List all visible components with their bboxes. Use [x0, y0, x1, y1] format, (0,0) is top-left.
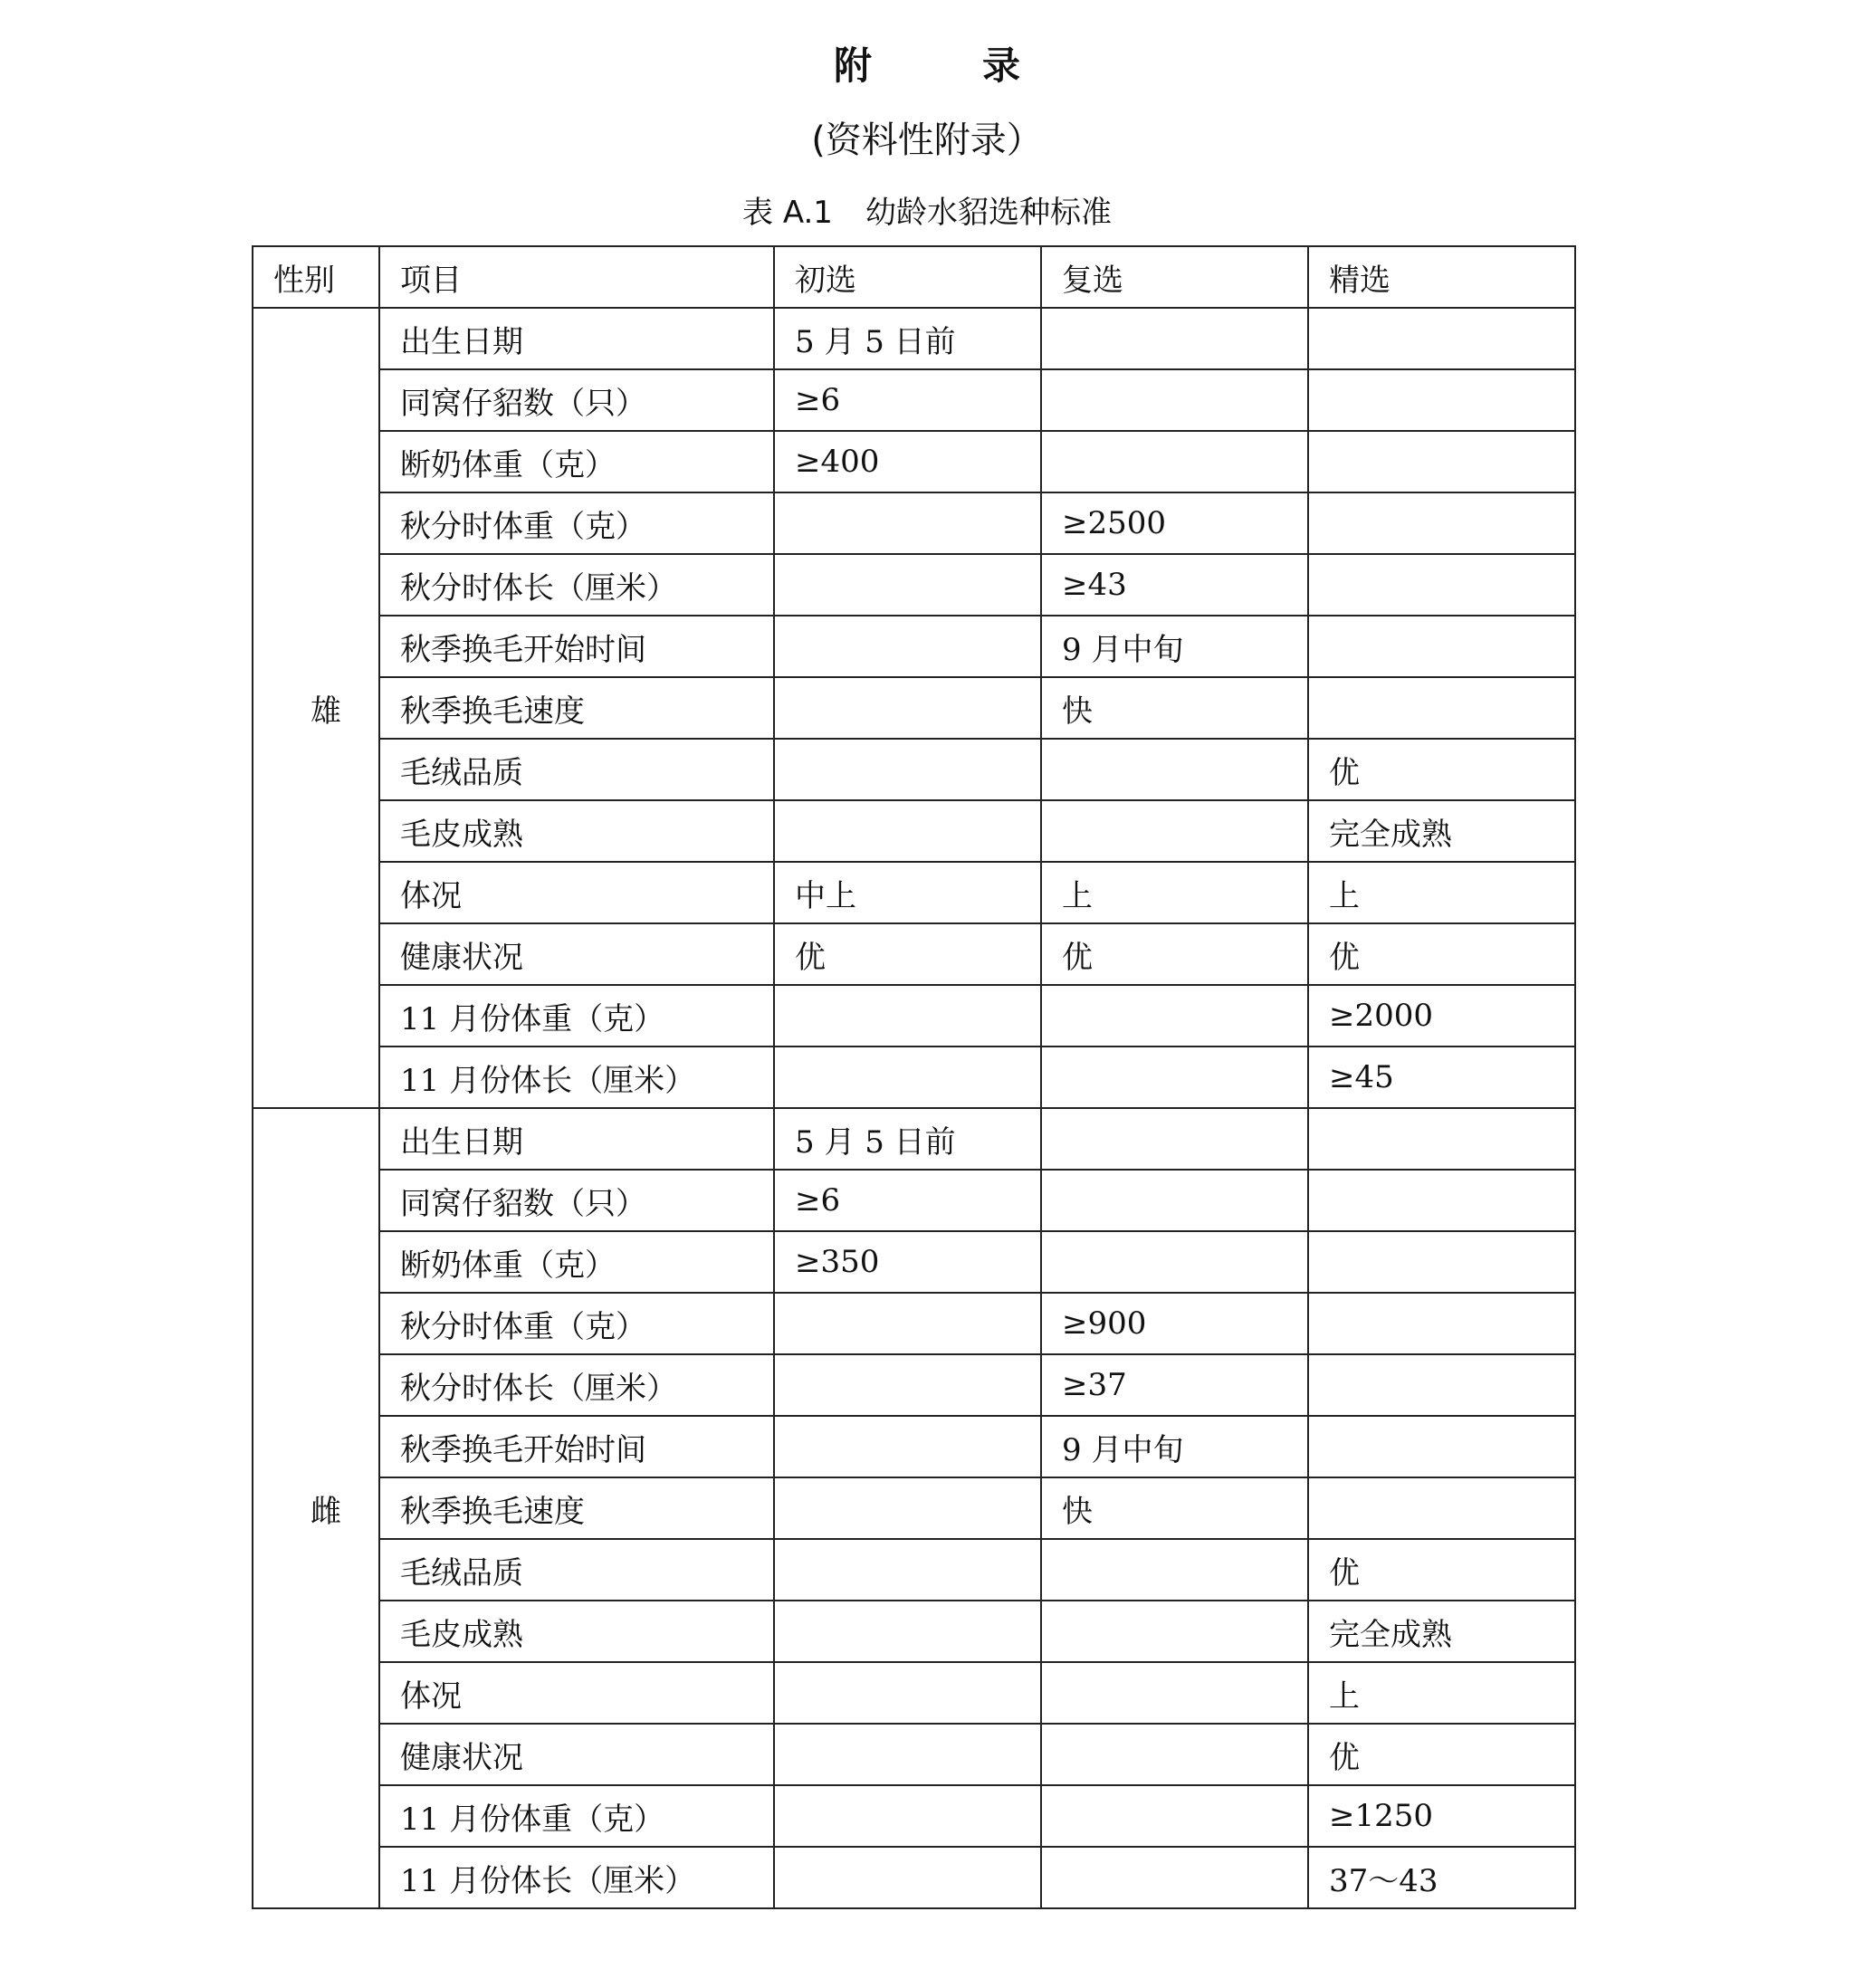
final-selection-cell: 优 — [1308, 1539, 1575, 1601]
second-selection-cell — [1041, 369, 1308, 431]
initial-selection-cell: 优 — [774, 923, 1041, 985]
second-selection-cell: 9 月中旬 — [1041, 1416, 1308, 1477]
initial-selection-cell — [774, 554, 1041, 616]
table-row — [253, 1416, 1575, 1477]
final-selection-cell — [1308, 1293, 1575, 1354]
final-selection-cell — [1308, 369, 1575, 431]
table-row — [253, 1354, 1575, 1416]
second-selection-cell: 优 — [1041, 923, 1308, 985]
item-cell: 断奶体重（克） — [379, 431, 774, 492]
initial-selection-cell: ≥6 — [774, 1170, 1041, 1231]
header-second: 复选 — [1041, 246, 1308, 308]
item-cell: 体况 — [379, 862, 774, 923]
item-cell: 11 月份体长（厘米） — [379, 1047, 774, 1108]
initial-selection-cell — [774, 1601, 1041, 1662]
final-selection-cell: 上 — [1308, 862, 1575, 923]
item-cell: 体况 — [379, 1662, 774, 1724]
item-cell: 毛绒品质 — [379, 1539, 774, 1601]
table-row — [253, 492, 1575, 554]
table-row — [253, 739, 1575, 800]
final-selection-cell — [1308, 1231, 1575, 1293]
item-cell: 秋分时体重（克） — [379, 492, 774, 554]
initial-selection-cell — [774, 616, 1041, 677]
table-row — [253, 616, 1575, 677]
table-row — [253, 862, 1575, 923]
table-row — [253, 1170, 1575, 1231]
item-cell: 秋季换毛开始时间 — [379, 1416, 774, 1477]
item-cell: 秋分时体长（厘米） — [379, 554, 774, 616]
initial-selection-cell — [774, 492, 1041, 554]
table-row — [253, 1047, 1575, 1108]
final-selection-cell — [1308, 677, 1575, 739]
initial-selection-cell: 中上 — [774, 862, 1041, 923]
second-selection-cell — [1041, 1662, 1308, 1724]
initial-selection-cell — [774, 1354, 1041, 1416]
item-cell: 秋季换毛速度 — [379, 677, 774, 739]
selection-standard-table — [252, 245, 1576, 1909]
header-final: 精选 — [1308, 246, 1575, 308]
item-cell: 11 月份体长（厘米） — [379, 1847, 774, 1908]
table-row — [253, 1293, 1575, 1354]
initial-selection-cell: 5 月 5 日前 — [774, 1108, 1041, 1170]
initial-selection-cell: ≥6 — [774, 369, 1041, 431]
initial-selection-cell — [774, 1785, 1041, 1847]
second-selection-cell: 快 — [1041, 677, 1308, 739]
table-row — [253, 1724, 1575, 1785]
header-item: 项目 — [379, 246, 774, 308]
initial-selection-cell: ≥350 — [774, 1231, 1041, 1293]
initial-selection-cell — [774, 800, 1041, 862]
header-sex: 性别 — [253, 246, 379, 308]
sex-cell: 雄 — [253, 308, 379, 1108]
initial-selection-cell — [774, 1539, 1041, 1601]
final-selection-cell — [1308, 554, 1575, 616]
final-selection-cell — [1308, 308, 1575, 369]
initial-selection-cell: ≥400 — [774, 431, 1041, 492]
table-body — [253, 246, 1575, 1908]
final-selection-cell: 完全成熟 — [1308, 800, 1575, 862]
initial-selection-cell — [774, 1477, 1041, 1539]
item-cell: 秋分时体长（厘米） — [379, 1354, 774, 1416]
table-number: 表 A.1 — [742, 195, 833, 231]
second-selection-cell: ≥43 — [1041, 554, 1308, 616]
table-row — [253, 1785, 1575, 1847]
item-cell: 出生日期 — [379, 1108, 774, 1170]
second-selection-cell — [1041, 1231, 1308, 1293]
final-selection-cell: 上 — [1308, 1662, 1575, 1724]
final-selection-cell — [1308, 1354, 1575, 1416]
appendix-title: 附 录 — [833, 43, 1056, 88]
table-row — [253, 369, 1575, 431]
item-cell: 11 月份体重（克） — [379, 985, 774, 1047]
initial-selection-cell — [774, 985, 1041, 1047]
second-selection-cell: 上 — [1041, 862, 1308, 923]
final-selection-cell: 优 — [1308, 1724, 1575, 1785]
second-selection-cell — [1041, 1539, 1308, 1601]
second-selection-cell — [1041, 1047, 1308, 1108]
item-cell: 毛皮成熟 — [379, 1601, 774, 1662]
item-cell: 毛绒品质 — [379, 739, 774, 800]
table-caption — [0, 187, 1854, 232]
item-cell: 同窝仔貂数（只） — [379, 369, 774, 431]
table-row — [253, 985, 1575, 1047]
table-title: 幼龄水貂选种标准 — [865, 195, 1112, 231]
sex-cell: 雌 — [253, 1108, 379, 1908]
table-row — [253, 800, 1575, 862]
final-selection-cell — [1308, 1416, 1575, 1477]
final-selection-cell: 37～43 — [1308, 1847, 1575, 1908]
final-selection-cell — [1308, 431, 1575, 492]
second-selection-cell: ≥2500 — [1041, 492, 1308, 554]
final-selection-cell: ≥45 — [1308, 1047, 1575, 1108]
final-selection-cell: 优 — [1308, 739, 1575, 800]
second-selection-cell — [1041, 1601, 1308, 1662]
second-selection-cell — [1041, 1108, 1308, 1170]
initial-selection-cell — [774, 1724, 1041, 1785]
final-selection-cell — [1308, 1170, 1575, 1231]
second-selection-cell: ≥900 — [1041, 1293, 1308, 1354]
table-row — [253, 554, 1575, 616]
second-selection-cell: 9 月中旬 — [1041, 616, 1308, 677]
initial-selection-cell — [774, 1047, 1041, 1108]
second-selection-cell — [1041, 1785, 1308, 1847]
second-selection-cell — [1041, 431, 1308, 492]
second-selection-cell — [1041, 1170, 1308, 1231]
second-selection-cell — [1041, 1724, 1308, 1785]
second-selection-cell: ≥37 — [1041, 1354, 1308, 1416]
table-row — [253, 1847, 1575, 1908]
item-cell: 毛皮成熟 — [379, 800, 774, 862]
second-selection-cell — [1041, 739, 1308, 800]
header-initial: 初选 — [774, 246, 1041, 308]
table-row — [253, 677, 1575, 739]
second-selection-cell — [1041, 800, 1308, 862]
item-cell: 同窝仔貂数（只） — [379, 1170, 774, 1231]
table-row — [253, 1477, 1575, 1539]
final-selection-cell — [1308, 1108, 1575, 1170]
second-selection-cell — [1041, 1847, 1308, 1908]
initial-selection-cell — [774, 677, 1041, 739]
final-selection-cell — [1308, 616, 1575, 677]
table-row — [253, 308, 1575, 369]
initial-selection-cell — [774, 1293, 1041, 1354]
item-cell: 秋分时体重（克） — [379, 1293, 774, 1354]
item-cell: 健康状况 — [379, 923, 774, 985]
header-row — [253, 246, 1575, 308]
final-selection-cell — [1308, 492, 1575, 554]
initial-selection-cell — [774, 1847, 1041, 1908]
table-row — [253, 1601, 1575, 1662]
initial-selection-cell — [774, 1416, 1041, 1477]
table-row — [253, 923, 1575, 985]
item-cell: 11 月份体重（克） — [379, 1785, 774, 1847]
final-selection-cell: ≥1250 — [1308, 1785, 1575, 1847]
item-cell: 健康状况 — [379, 1724, 774, 1785]
item-cell: 秋季换毛开始时间 — [379, 616, 774, 677]
initial-selection-cell: 5 月 5 日前 — [774, 308, 1041, 369]
final-selection-cell: 完全成熟 — [1308, 1601, 1575, 1662]
table-row — [253, 431, 1575, 492]
table-row — [253, 1539, 1575, 1601]
table-row — [253, 1231, 1575, 1293]
initial-selection-cell — [774, 739, 1041, 800]
item-cell: 出生日期 — [379, 308, 774, 369]
final-selection-cell: ≥2000 — [1308, 985, 1575, 1047]
final-selection-cell: 优 — [1308, 923, 1575, 985]
item-cell: 断奶体重（克） — [379, 1231, 774, 1293]
final-selection-cell — [1308, 1477, 1575, 1539]
second-selection-cell — [1041, 308, 1308, 369]
second-selection-cell: 快 — [1041, 1477, 1308, 1539]
appendix-subtitle: (资料性附录） — [811, 119, 1043, 161]
initial-selection-cell — [774, 1662, 1041, 1724]
table-row — [253, 1662, 1575, 1724]
second-selection-cell — [1041, 985, 1308, 1047]
table-row — [253, 1108, 1575, 1170]
item-cell: 秋季换毛速度 — [379, 1477, 774, 1539]
